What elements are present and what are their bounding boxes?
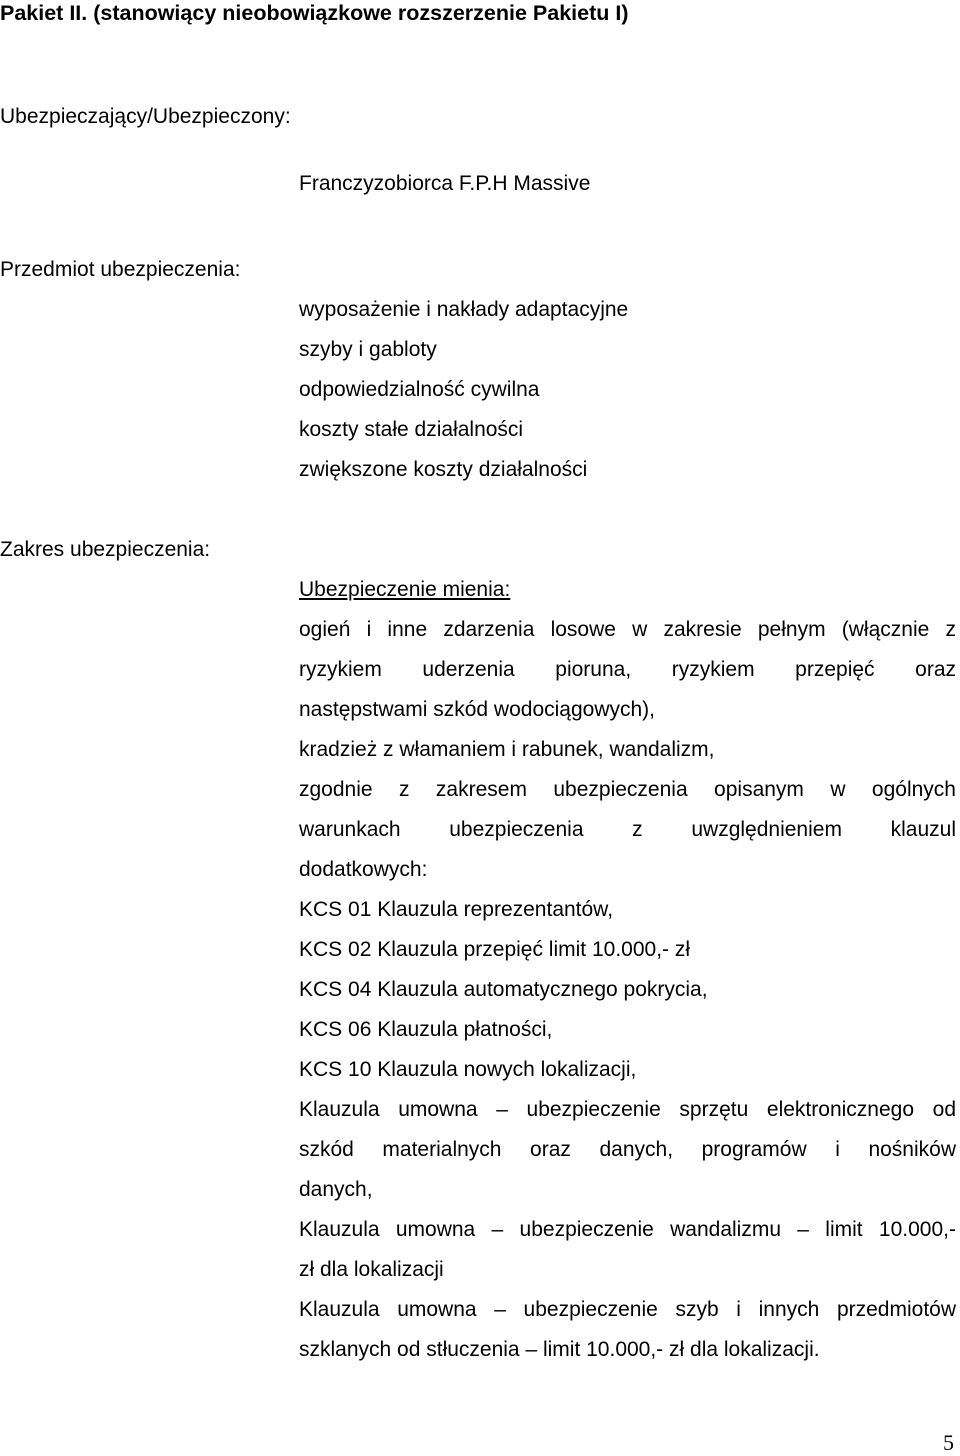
clause-item: zł dla lokalizacji [299,1258,444,1281]
insured-value: Franczyzobiorca F.P.H Massive [299,172,591,195]
clause-item: szkód materialnych oraz danych, programów i nośników [299,1138,956,1161]
scope-section-title: Ubezpieczenie mienia: [299,578,511,601]
scope-line: warunkach ubezpieczenia z uwzględnieniem klauzul [299,818,956,841]
scope-line: zgodnie z zakresem ubezpieczenia opisanym w ogólnych [299,778,956,801]
subject-item: odpowiedzialność cywilna [299,378,540,401]
page-heading: Pakiet II. (stanowiący nieobowiązkowe rozszerzenie Pakietu I) [0,1,629,25]
clause-item: Klauzula umowna – ubezpieczenie wandalizmu – limit 10.000,- [299,1218,956,1241]
subject-item: szyby i gabloty [299,338,437,361]
clause-item: Klauzula umowna – ubezpieczenie sprzętu elektronicznego od [299,1098,956,1121]
scope-line: ogień i inne zdarzenia losowe w zakresie pełnym (włącznie z [299,618,956,641]
clause-item: KCS 02 Klauzula przepięć limit 10.000,- zł [299,938,691,961]
page-number: 5 [943,1430,954,1455]
scope-line: ryzykiem uderzenia pioruna, ryzykiem przepięć oraz [299,658,956,681]
subject-item: koszty stałe działalności [299,418,524,441]
clause-item: Klauzula umowna – ubezpieczenie szyb i innych przedmiotów [299,1298,956,1321]
insured-label: Ubezpieczający/Ubezpieczony: [0,105,291,128]
clause-item: KCS 04 Klauzula automatycznego pokrycia, [299,978,708,1001]
scope-line: kradzież z włamaniem i rabunek, wandalizm, [299,738,715,761]
clause-item: KCS 06 Klauzula płatności, [299,1018,553,1041]
scope-label: Zakres ubezpieczenia: [0,538,211,561]
scope-line: następstwami szkód wodociągowych), [299,698,655,721]
clause-item: szklanych od stłuczenia – limit 10.000,- zł dla lokalizacji. [299,1338,820,1361]
clause-item: danych, [299,1178,373,1201]
clause-item: KCS 01 Klauzula reprezentantów, [299,898,614,921]
subject-label: Przedmiot ubezpieczenia: [0,258,241,281]
subject-item: wyposażenie i nakłady adaptacyjne [299,298,629,321]
scope-line: dodatkowych: [299,858,428,881]
subject-item: zwiększone koszty działalności [299,458,588,481]
clause-item: KCS 10 Klauzula nowych lokalizacji, [299,1058,637,1081]
